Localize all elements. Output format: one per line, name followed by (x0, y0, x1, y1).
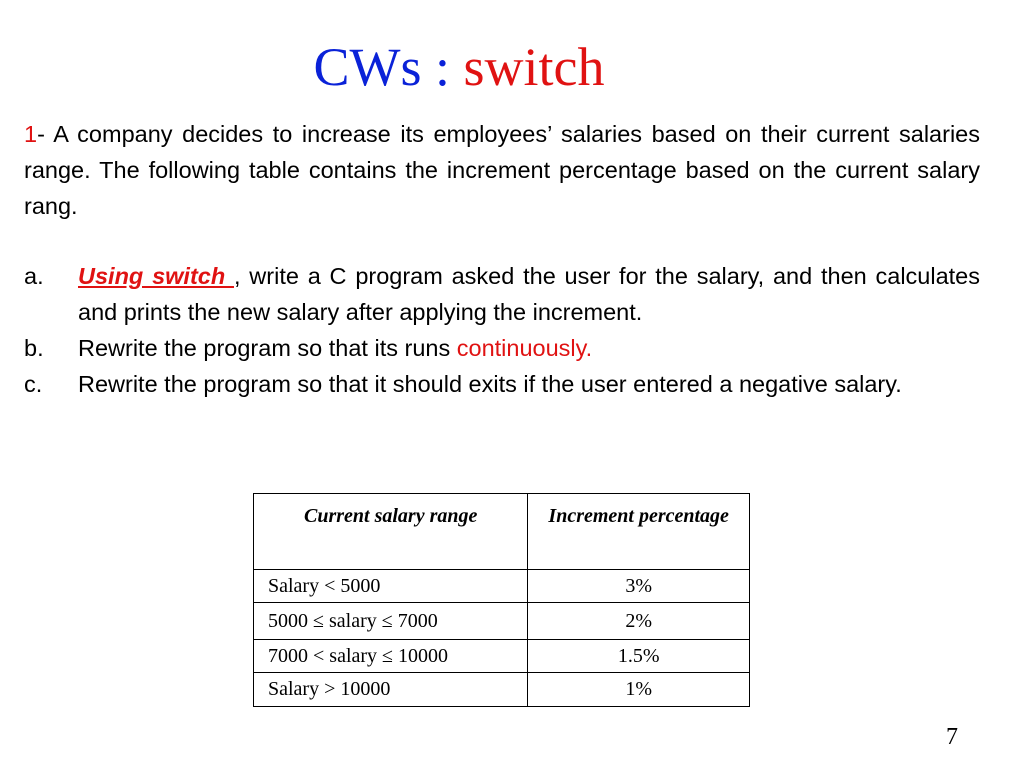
problem-number: 1 (24, 121, 38, 147)
header-increment-percentage: Increment percentage (528, 494, 750, 570)
task-marker: b. (24, 335, 44, 361)
task-item-c (24, 366, 980, 402)
increment-cell: 1% (528, 673, 750, 707)
salary-range-cell: 5000 ≤ salary ≤ 7000 (254, 603, 528, 640)
salary-increment-table (253, 493, 750, 707)
problem-intro (24, 116, 980, 224)
task-marker: c. (24, 371, 43, 397)
salary-range-cell: 7000 < salary ≤ 10000 (254, 640, 528, 673)
task-list (24, 258, 980, 402)
problem-intro-text: - A company decides to increase its employees’ salaries based on their current salaries range. The following table contains the increment percentage based on the current salary rang. (24, 121, 980, 219)
table-row (254, 603, 750, 640)
increment-cell: 2% (528, 603, 750, 640)
page-number: 7 (946, 724, 958, 750)
title-part-cws: CWs (313, 37, 422, 97)
task-text: , write a C program asked the user for the salary, and then calculates and prints the new salary after applying the increment. (78, 263, 980, 325)
increment-cell: 3% (528, 570, 750, 603)
task-item-a (24, 258, 980, 330)
salary-range-cell: Salary < 5000 (254, 570, 528, 603)
salary-range-cell: Salary > 10000 (254, 673, 528, 707)
using-switch-highlight: Using switch (78, 263, 234, 289)
continuously-highlight: continuously. (456, 335, 593, 361)
increment-cell: 1.5% (528, 640, 750, 673)
title-separator: : (421, 37, 464, 97)
task-text: Rewrite the program so that it should exits if the user entered a negative salary. (78, 371, 902, 397)
slide-title (0, 36, 918, 98)
task-text: Rewrite the program so that its runs (78, 335, 457, 361)
table-row (254, 673, 750, 707)
title-part-switch: switch (463, 37, 605, 97)
table-header-row (254, 494, 750, 570)
header-salary-range: Current salary range (254, 494, 528, 570)
task-marker: a. (24, 263, 44, 289)
table-row (254, 570, 750, 603)
table-row (254, 640, 750, 673)
task-item-b (24, 330, 980, 366)
